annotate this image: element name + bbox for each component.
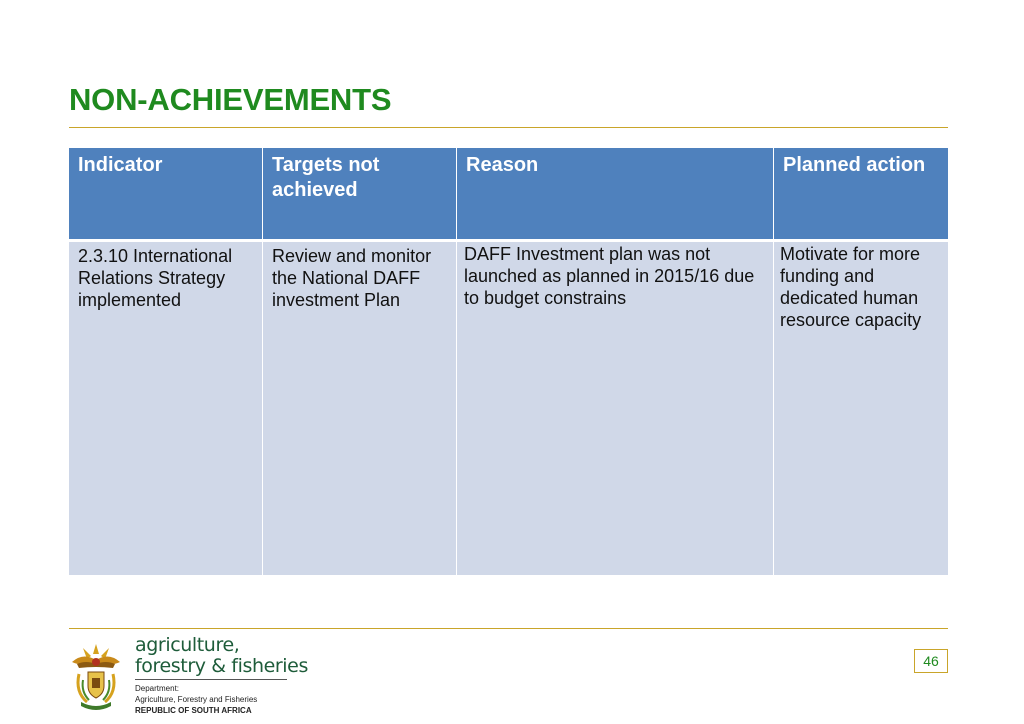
table-row	[69, 242, 948, 575]
header-indicator: Indicator	[69, 148, 263, 242]
department-name: Agriculture, Forestry and Fisheries	[135, 695, 258, 704]
coat-of-arms-icon	[69, 640, 123, 712]
cell-target: Review and monitor the National DAFF investment Plan	[263, 242, 457, 575]
cell-action: Motivate for more funding and dedicated human resource capacity	[774, 242, 948, 575]
non-achievements-table	[69, 148, 948, 575]
department-label: Department:	[135, 684, 180, 693]
header-planned-action: Planned action	[774, 148, 948, 242]
department-block	[135, 683, 257, 716]
header-reason: Reason	[457, 148, 774, 242]
brand-name-line1: agriculture,	[135, 634, 240, 656]
brand-divider	[135, 679, 287, 680]
cell-indicator: 2.3.10 International Relations Strategy implemented	[69, 242, 263, 575]
page-number: 46	[914, 649, 948, 673]
footer-divider	[69, 628, 948, 629]
table-header-row	[69, 148, 948, 242]
slide-title: NON-ACHIEVEMENTS	[69, 82, 392, 117]
cell-reason: DAFF Investment plan was not launched as planned in 2015/16 due to budget constrains	[457, 242, 774, 575]
header-targets-not-achieved: Targets not achieved	[263, 148, 457, 242]
brand-name-line2: forestry & fisheries	[135, 655, 308, 677]
title-divider	[69, 127, 948, 128]
country-name: REPUBLIC OF SOUTH AFRICA	[135, 706, 252, 715]
